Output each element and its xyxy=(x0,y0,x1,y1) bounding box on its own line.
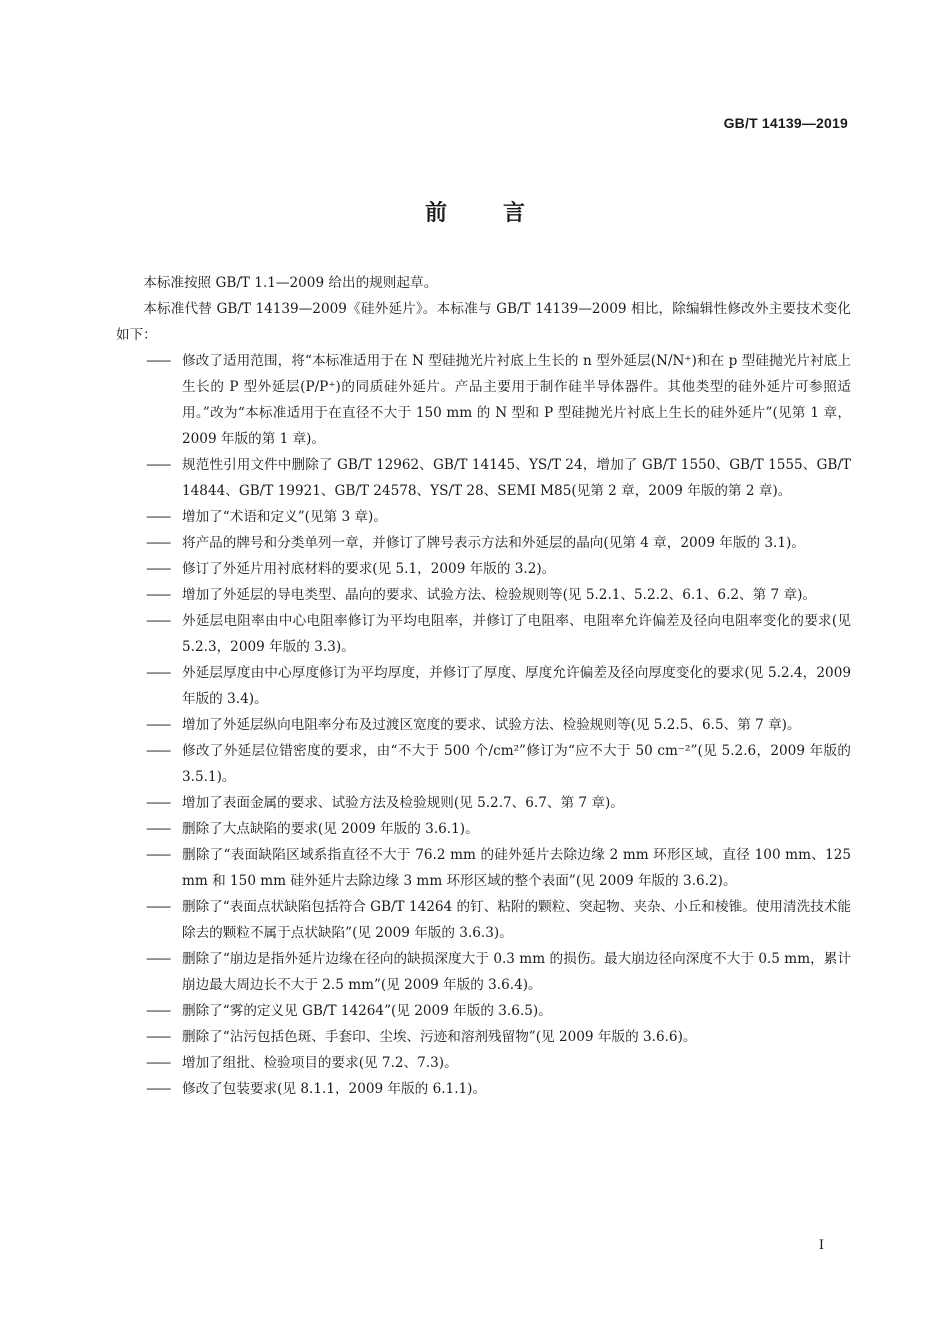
change-item xyxy=(116,582,851,608)
change-item xyxy=(116,530,851,556)
dash-mark: —— xyxy=(146,509,170,525)
change-text: 修改了包装要求(见 8.1.1，2009 年版的 6.1.1)。 xyxy=(182,1081,487,1097)
dash-mark: —— xyxy=(146,1029,170,1045)
page-title: 前言 xyxy=(424,201,581,226)
change-text: 删除了“沾污包括色斑、手套印、尘埃、污迹和溶剂残留物”(见 2009 年版的 3.6.6)。 xyxy=(182,1029,697,1045)
dash-mark: —— xyxy=(146,587,170,603)
dash-mark: —— xyxy=(146,665,170,681)
change-item xyxy=(116,946,851,998)
change-text: 增加了“术语和定义”(见第 3 章)。 xyxy=(182,509,387,525)
intro-paragraph: 本标准按照 GB/T 1.1—2009 给出的规则起草。 xyxy=(143,275,438,291)
standard-number: GB/T 14139—2019 xyxy=(723,115,848,131)
change-text: 删除了大点缺陷的要求(见 2009 年版的 3.6.1)。 xyxy=(182,821,479,837)
change-item xyxy=(116,790,851,816)
dash-mark: —— xyxy=(146,535,170,551)
change-item xyxy=(116,998,851,1024)
dash-mark: —— xyxy=(146,899,170,915)
dash-mark: —— xyxy=(146,1081,170,1097)
change-text: 规范性引用文件中删除了 GB/T 12962、GB/T 14145、YS/T 24，增加了 GB/T 1550、GB/T 1555、GB/T 14844、GB/T 19921、GB/T 24578、YS/T 28、SEMI M85(见第 2 章，2009 年版的第 2 章)。 xyxy=(182,457,851,499)
change-text: 修改了适用范围，将“本标准适用于在 N 型硅抛光片衬底上生长的 n 型外延层(N/N⁺)和在 p 型硅抛光片衬底上生长的 P 型外延层(P/P⁺)的同质硅外延片。产品主要用于制作硅半导体器件。其他类型的硅外延片可参照适用。”改为“本标准适用于在直径不大于 150 mm 的 N 型和 P 型硅抛光片衬底上生长的硅外延片”(见第 1 章，2009 年版的第 1 章)。 xyxy=(182,353,851,447)
dash-mark: —— xyxy=(146,847,170,863)
change-item xyxy=(116,1024,851,1050)
change-item xyxy=(116,842,851,894)
change-item xyxy=(116,608,851,660)
change-text: 增加了外延层的导电类型、晶向的要求、试验方法、检验规则等(见 5.2.1、5.2.2、6.1、6.2、第 7 章)。 xyxy=(182,587,817,603)
changes-list xyxy=(116,348,851,1102)
change-item xyxy=(116,348,851,452)
document-body xyxy=(116,270,851,1102)
change-text: 外延层厚度由中心厚度修订为平均厚度，并修订了厚度、厚度允许偏差及径向厚度变化的要求(见 5.2.4，2009 年版的 3.4)。 xyxy=(182,665,851,707)
change-text: 删除了“崩边是指外延片边缘在径向的缺损深度大于 0.3 mm 的损伤。最大崩边径向深度不大于 0.5 mm，累计崩边最大周边长不大于 2.5 mm”(见 2009 年版的 3.6.4)。 xyxy=(182,951,851,993)
dash-mark: —— xyxy=(146,743,170,759)
change-text: 增加了组批、检验项目的要求(见 7.2、7.3)。 xyxy=(182,1055,458,1071)
page-number: I xyxy=(818,1238,824,1253)
dash-mark: —— xyxy=(146,717,170,733)
change-text: 外延层电阻率由中心电阻率修订为平均电阻率，并修订了电阻率、电阻率允许偏差及径向电阻率变化的要求(见 5.2.3，2009 年版的 3.3)。 xyxy=(182,613,851,655)
change-item xyxy=(116,712,851,738)
change-item xyxy=(116,452,851,504)
dash-mark: —— xyxy=(146,795,170,811)
change-item xyxy=(116,894,851,946)
dash-mark: —— xyxy=(146,821,170,837)
change-item xyxy=(116,816,851,842)
dash-mark: —— xyxy=(146,353,170,369)
change-item xyxy=(116,660,851,712)
change-item xyxy=(116,1050,851,1076)
change-text: 将产品的牌号和分类单列一章，并修订了牌号表示方法和外延层的晶向(见第 4 章，2009 年版的 3.1)。 xyxy=(182,535,805,551)
dash-mark: —— xyxy=(146,457,170,473)
dash-mark: —— xyxy=(146,561,170,577)
change-text: 修订了外延片用衬底材料的要求(见 5.1，2009 年版的 3.2)。 xyxy=(182,561,556,577)
change-text: 增加了外延层纵向电阻率分布及过渡区宽度的要求、试验方法、检验规则等(见 5.2.5、6.5、第 7 章)。 xyxy=(182,717,801,733)
dash-mark: —— xyxy=(146,613,170,629)
change-item xyxy=(116,738,851,790)
change-item xyxy=(116,556,851,582)
change-item xyxy=(116,504,851,530)
replacement-paragraph: 本标准代替 GB/T 14139—2009《硅外延片》。本标准与 GB/T 14139—2009 相比，除编辑性修改外主要技术变化如下： xyxy=(116,301,851,343)
change-item xyxy=(116,1076,851,1102)
dash-mark: —— xyxy=(146,951,170,967)
change-text: 修改了外延层位错密度的要求，由“不大于 500 个/cm²”修订为“应不大于 50 cm⁻²”(见 5.2.6，2009 年版的 3.5.1)。 xyxy=(182,743,851,785)
change-text: 删除了“雾的定义见 GB/T 14264”(见 2009 年版的 3.6.5)。 xyxy=(182,1003,552,1019)
dash-mark: —— xyxy=(146,1055,170,1071)
change-text: 增加了表面金属的要求、试验方法及检验规则(见 5.2.7、6.7、第 7 章)。 xyxy=(182,795,624,811)
change-text: 删除了“表面缺陷区域系指直径不大于 76.2 mm 的硅外延片去除边缘 2 mm 环形区域，直径 100 mm、125 mm 和 150 mm 硅外延片去除边缘 3 mm 环形区域的整个表面”(见 2009 年版的 3.6.2)。 xyxy=(182,847,851,889)
change-text: 删除了“表面点状缺陷包括符合 GB/T 14264 的钉、粘附的颗粒、突起物、夹杂、小丘和棱锥。使用清洗技术能除去的颗粒不属于点状缺陷”(见 2009 年版的 3.6.3)。 xyxy=(182,899,851,941)
dash-mark: —— xyxy=(146,1003,170,1019)
